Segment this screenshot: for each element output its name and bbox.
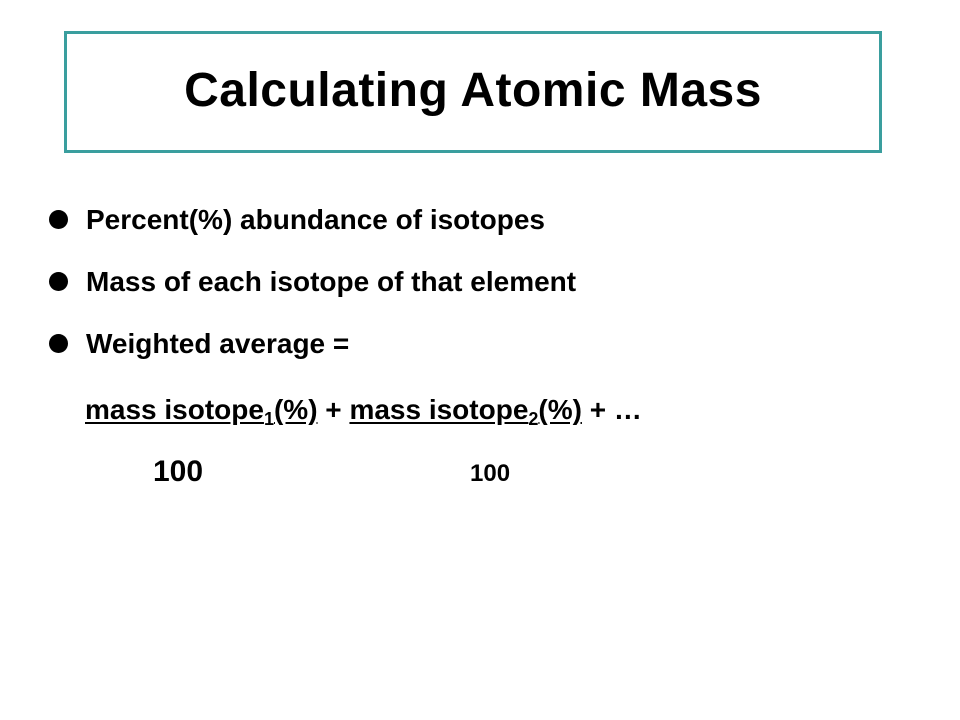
- bullet-text: Weighted average =: [86, 328, 350, 359]
- term-2-text: mass isotope: [349, 394, 529, 425]
- formula-term-1: [85, 394, 318, 429]
- term-1-suffix: (%): [273, 394, 318, 425]
- bullet-dot-icon: [49, 272, 68, 291]
- plus-sign: +: [317, 394, 350, 425]
- formula-numerator: [85, 388, 642, 441]
- formula-denominator-2: 100: [470, 460, 511, 487]
- bullet-dot-icon: [49, 210, 68, 229]
- formula-denominator-1: 100: [153, 455, 204, 488]
- slide-title: Calculating Atomic Mass: [184, 63, 762, 117]
- bullet-item-isotope-mass: [48, 260, 576, 322]
- plus-ellipsis: + …: [581, 394, 642, 425]
- term-1-text: mass isotope: [85, 394, 264, 425]
- bullet-dot-icon: [49, 334, 68, 353]
- term-2-subscript: 2: [528, 409, 539, 429]
- title-box: [64, 31, 882, 153]
- bullet-item-percent-abundance: [48, 198, 576, 260]
- bullet-item-weighted-average: [48, 322, 576, 384]
- bullet-list: [48, 198, 576, 384]
- bullet-text: Percent(%) abundance of isotopes: [86, 204, 545, 235]
- term-1-subscript: 1: [263, 409, 274, 429]
- formula-term-2: [349, 394, 582, 429]
- bullet-text: Mass of each isotope of that element: [86, 266, 577, 297]
- term-2-suffix: (%): [538, 394, 582, 425]
